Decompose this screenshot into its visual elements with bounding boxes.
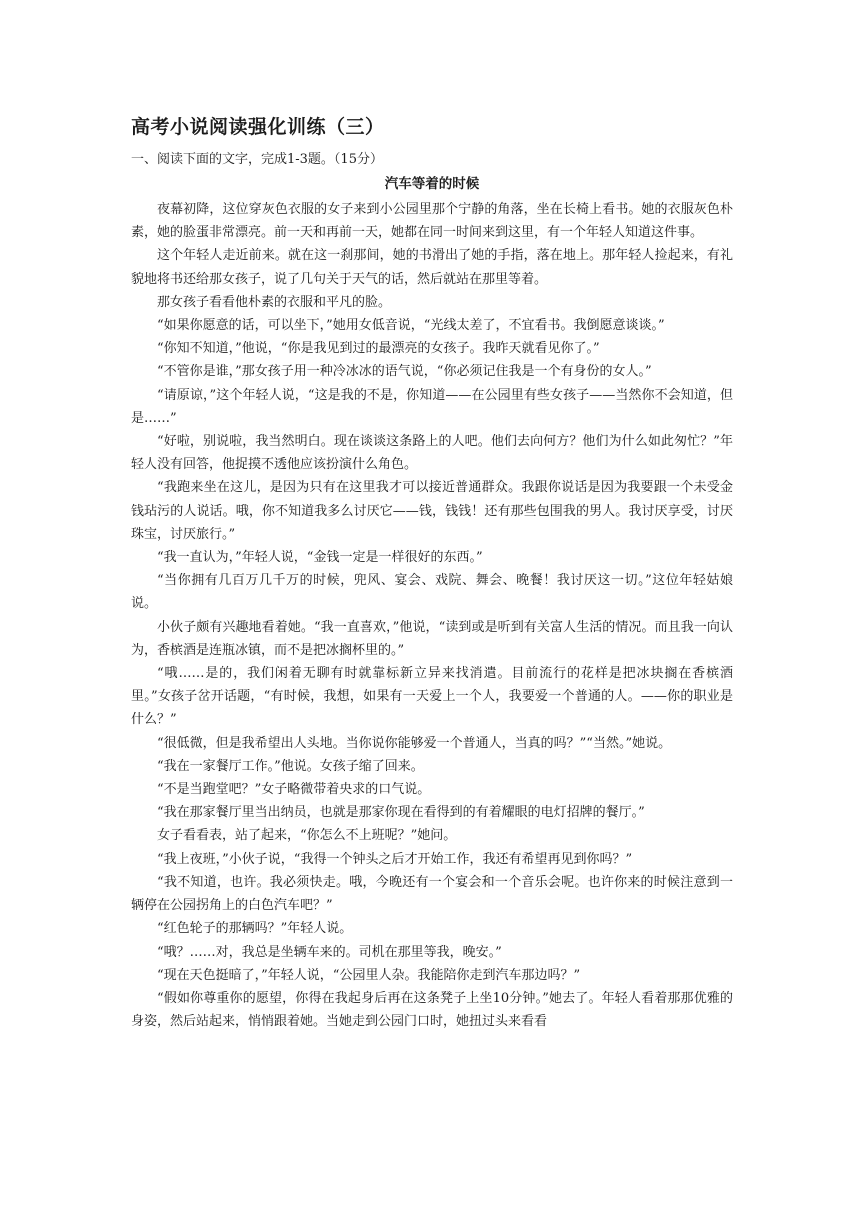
story-paragraph: “不管你是谁，”那女孩子用一种冷冰冰的语气说，“你必须记住我是一个有身份的女人。” (157, 364, 652, 380)
question-instruction: 一、阅读下面的文字，完成1-3题。（15分） (131, 152, 383, 167)
story-paragraph: “我在一家餐厅工作。”他说。女孩子缩了回来。 (157, 758, 424, 774)
story-paragraph: 这个年轻人走近前来。就在这一刹那间，她的书滑出了她的手指，落在地上。那年轻人捡起来，有礼貌地将书还给那女孩子，说了几句关于天气的话，然后就站在那里等着。 (131, 248, 733, 287)
document-page (131, 112, 733, 1033)
story-paragraph: “不是当跑堂吧？”女子略微带着央求的口气说。 (157, 782, 431, 798)
story-paragraph: “我不知道，也许。我必须快走。哦，今晚还有一个宴会和一个音乐会呢。也许你来的时候注意到一辆停在公园拐角上的白色汽车吧？” (131, 874, 733, 914)
story-paragraph: “你知不知道，”他说，“你是我见到过的最漂亮的女孩子。我昨天就看见你了。” (157, 341, 600, 357)
story-paragraph: “哦……是的，我们闲着无聊有时就靠标新立异来找消遣。目前流行的花样是把冰块搁在香槟酒里。”女孩子岔开话题，“有时候，我想，如果有一天爱上一个人，我要爱一个普通的人。——你的职业是什么？” (131, 666, 733, 728)
story-paragraph: 小伙子颇有兴趣地看着她。“我一直喜欢，”他说，“读到或是听到有关富人生活的情况。而且我一向认为，香槟酒是连瓶冰镇，而不是把冰搁杯里的。” (131, 619, 733, 658)
story-paragraph: “我跑来坐在这儿，是因为只有在这里我才可以接近普通群众。我跟你说话是因为我要跟一个未受金钱玷污的人说话。哦，你不知道我多么讨厌它——钱，钱钱！还有那些包围我的男人。我讨厌享受，讨厌珠宝，讨厌旅行。” (131, 480, 733, 542)
story-paragraph: “当你拥有几百万几千万的时候，兜风、宴会、戏院、舞会、晚餐！我讨厌这一切。”这位年轻姑娘说。 (131, 573, 733, 612)
story-paragraph: “我在那家餐厅里当出纳员，也就是那家你现在看得到的有着耀眼的电灯招牌的餐厅。” (157, 805, 645, 821)
story-paragraph: “请原谅，”这个年轻人说，“这是我的不是，你知道——在公园里有些女孩子——当然你不会知道，但是……” (131, 387, 733, 426)
story-paragraph: “好啦，别说啦，我当然明白。现在谈谈这条路上的人吧。他们去向何方？他们为什么如此匆忙？”年轻人没有回答，他捉摸不透他应该扮演什么角色。 (131, 434, 733, 473)
document-title: 高考小说阅读强化训练（三） (131, 116, 385, 138)
story-paragraph: “现在天色挺暗了，”年轻人说，“公园里人杂。我能陪你走到汽车那边吗？” (157, 967, 581, 983)
story-title: 汽车等着的时候 (384, 176, 480, 192)
story-paragraph: 女子看看表，站了起来，“你怎么不上班呢？”她问。 (157, 828, 457, 844)
story-paragraph: 那女孩子看看他朴素的衣服和平凡的脸。 (157, 294, 392, 310)
story-paragraph: “我一直认为，”年轻人说，“金钱一定是一样很好的东西。” (157, 550, 483, 566)
story-paragraph: “很低微，但是我希望出人头地。当你说你能够爱一个普通人，当真的吗？”“当然。”她说。 (157, 735, 672, 751)
story-paragraph: 夜幕初降，这位穿灰色衣服的女子来到小公园里那个宁静的角落，坐在长椅上看书。她的衣服灰色朴素，她的脸蛋非常漂亮。前一天和再前一天，她都在同一时间来到这里，有一个年轻人知道这件事。 (131, 202, 733, 241)
story-paragraph: “假如你尊重你的愿望，你得在我起身后再在这条凳子上坐10分钟。”她去了。年轻人看着那那优雅的身姿，然后站起来，悄悄跟着她。当她走到公园门口时，她扭过头来看看 (131, 990, 733, 1030)
story-paragraph: “红色轮子的那辆吗？”年轻人说。 (157, 921, 353, 937)
story-paragraph: “哦？……对，我总是坐辆车来的。司机在那里等我，晚安。” (157, 944, 502, 960)
story-paragraph: “如果你愿意的话，可以坐下，”她用女低音说，“光线太差了，不宜看书。我倒愿意谈谈。” (157, 318, 665, 334)
story-paragraph: “我上夜班，”小伙子说，“我得一个钟头之后才开始工作，我还有希望再见到你吗？” (157, 851, 633, 867)
